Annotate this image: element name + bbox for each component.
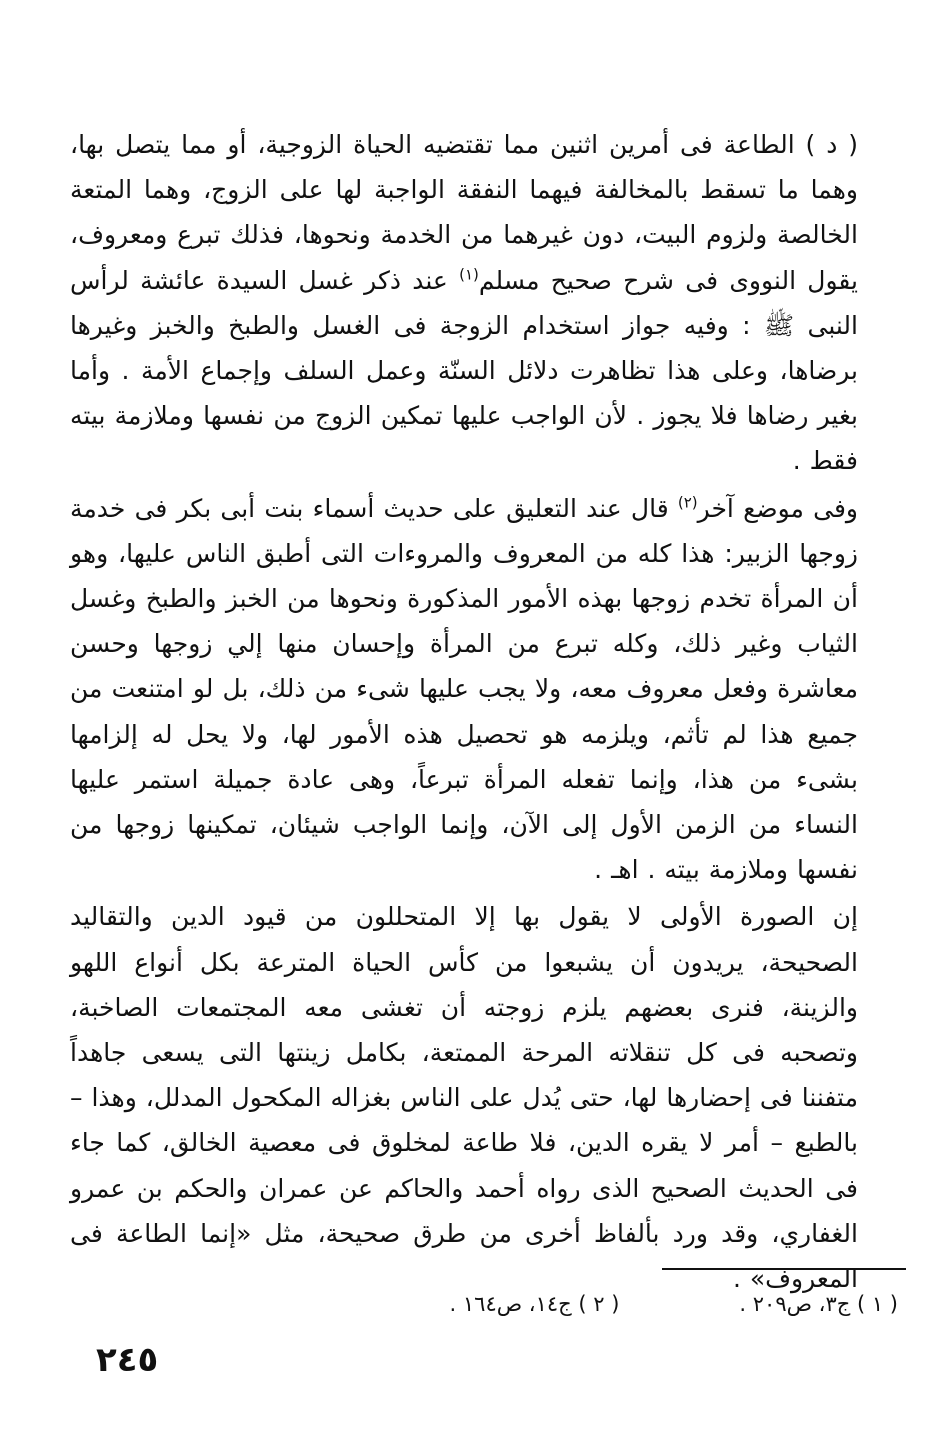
footnotes — [278, 1292, 898, 1316]
footnote-2: ( ٢ ) ج١٤، ص١٦٤ . — [449, 1292, 620, 1316]
paragraph-3 — [70, 894, 858, 1301]
paragraph-3-text: إن الصورة الأولى لا يقول بها إلا المتحللون من قيود الدين والتقاليد الصحيحة، يريدون أن يشبعوا من كأس الحياة المترعة بكل أنواع اللهو والزينة، فنرى بعضهم يلزم زوجته أن تغشى معه المجتمعات الصاخبة، وتصحبه فى كل تنقلاته المرحة الممتعة، بكامل زينتها التى يسعى جاهداً متفننا فى إحضارها لها، حتى يُدل على الناس بغزاله المكحول المدلل، وهذا – بالطبع – أمر لا يقره الدين، فلا طاعة لمخلوق فى معصية الخالق، كما جاء فى الحديث الصحيح الذى رواه أحمد والحاكم عن عمران والحكم بن عمرو الغفاري، وقد ورد بألفاظ أخرى من طرق صحيحة، مثل «إنما الطاعة فى المعروف» . — [70, 902, 858, 1294]
footnote-divider — [662, 1268, 906, 1270]
paragraph-2 — [70, 486, 858, 893]
paragraph-2-part-2: قال عند التعليق على حديث أسماء بنت أبى بكر فى خدمة زوجها الزبير: هذا كله من المعروف والمروءات التى أطبق الناس عليها، وهو أن المرأة تخدم زوجها بهذه الأمور المذكورة ونحوها من الخبز والطبخ وغسل الثياب وغير ذلك، وكله تبرع من المرأة وإحسان منها إلي زوجها وحسن معاشرة وفعل معروف معه، ولا يجب عليها شىء من ذلك، بل لو امتنعت من جميع هذا لم تأثم، ويلزمه هو تحصيل هذه الأمور لها، ولا يحل له إلزامها بشىء من هذا، وإنما تفعله المرأة تبرعاً، وهى عادة جميلة استمر عليها النساء من الزمن الأول إلى الآن، وإنما الواجب شيئان، تمكينها زوجها من نفسها وملازمة بيته . اهـ . — [70, 493, 858, 885]
body-text — [70, 122, 858, 1301]
page-number: ٢٤٥ — [96, 1340, 159, 1380]
paragraph-1-part-1: ( د ) الطاعة فى أمرين اثنين مما تقتضيه الحياة الزوجية، أو مما يتصل بها، وهما ما تسقط بالمخالفة فيهما النفقة الواجبة لها على الزوج، وهما المتعة الخالصة ولزوم البيت، دون غيرهما من الخدمة ونحوها، فذلك تبرع ومعروف، يقول النووى فى شرح صحيح مسلم — [70, 130, 858, 295]
footnote-ref-2: (٢) — [677, 493, 698, 512]
paragraph-2-part-1: وفى موضع آخر — [697, 493, 858, 523]
footnote-ref-1: (١) — [459, 265, 479, 284]
paragraph-1 — [70, 122, 858, 484]
paragraph-1-part-2: عند ذكر غسل السيدة عائشة لرأس النبى ﷺ : وفيه جواز استخدام الزوجة فى الغسل والطبخ والخبز وغيرها برضاها، وعلى هذا تظاهرت دلائل السنّة وعمل السلف وإجماع الأمة . وأما بغير رضاها فلا يجوز . لأن الواجب عليها تمكين الزوج من نفسها وملازمة بيته فقط . — [70, 265, 858, 476]
footnote-1: ( ١ ) ج٣، ص٢٠٩ . — [739, 1292, 898, 1316]
